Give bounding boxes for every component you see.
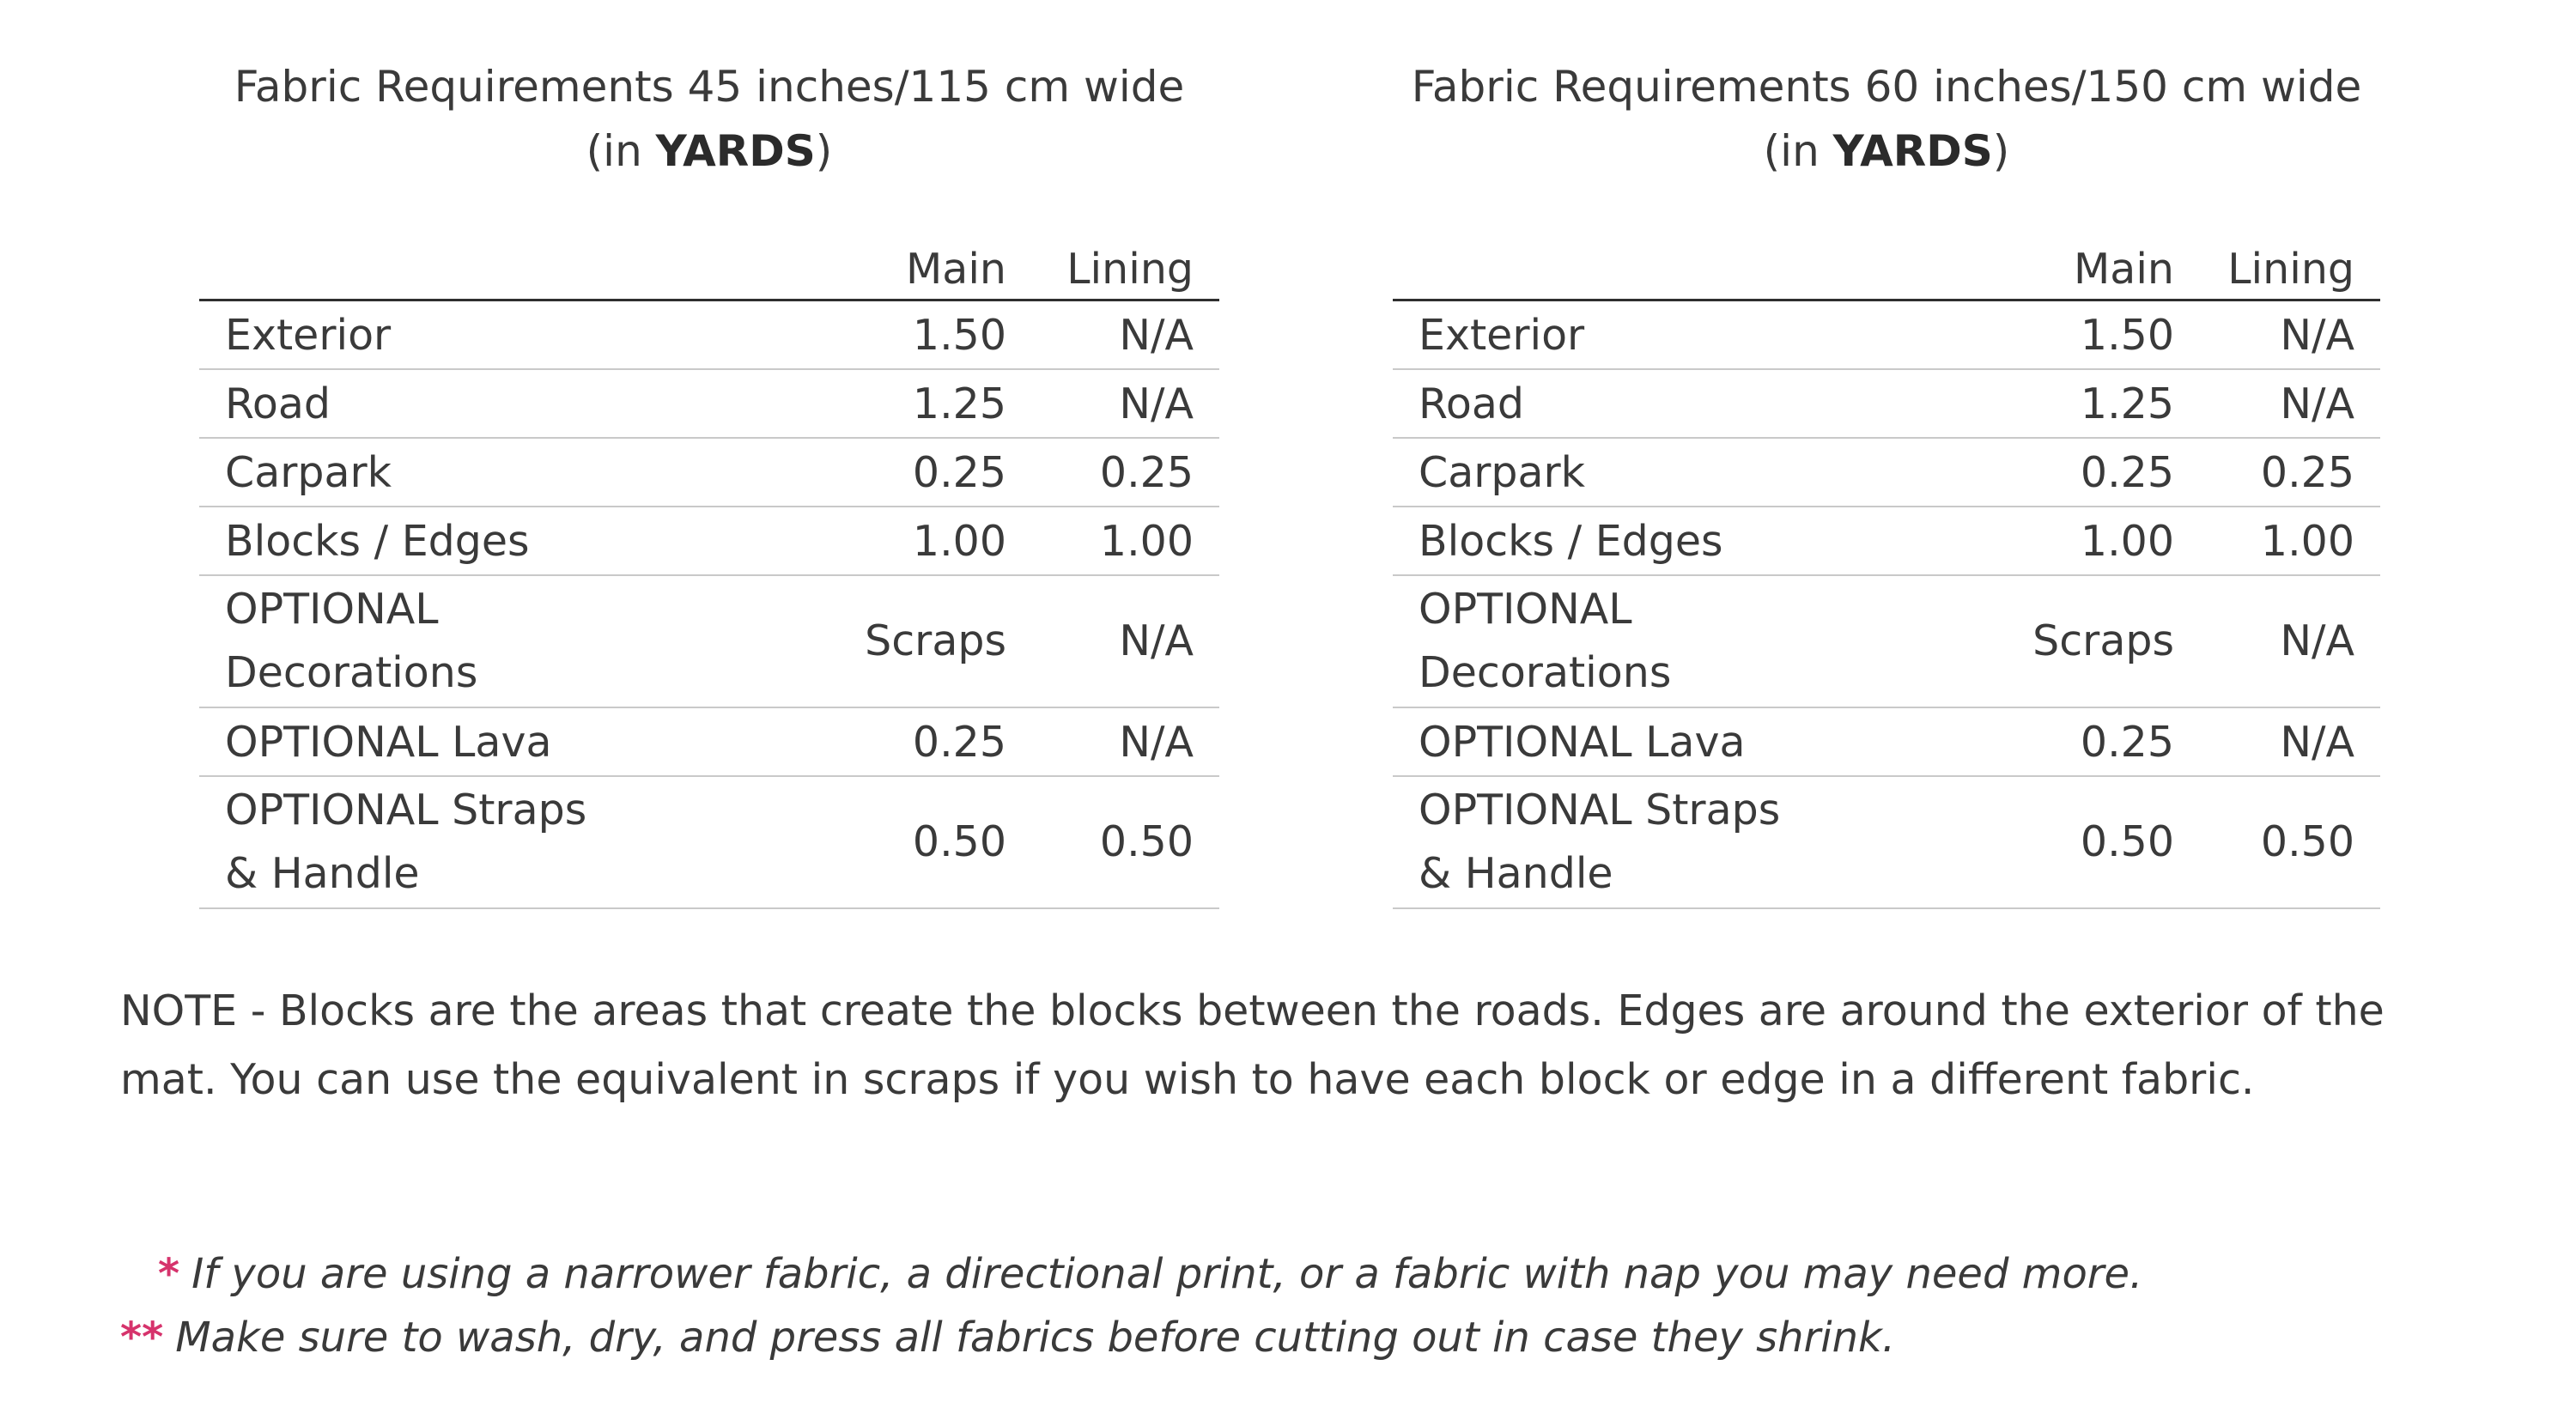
header-item <box>1393 232 1934 300</box>
row-name <box>199 575 706 707</box>
row-lining: N/A <box>1006 369 1219 438</box>
table-title <box>199 55 1219 184</box>
row-name-line1: OPTIONAL Straps <box>1419 786 1781 834</box>
table-title <box>1393 55 2380 184</box>
row-lining: N/A <box>2174 575 2380 707</box>
row-main: Scraps <box>1934 575 2174 707</box>
row-name <box>1393 776 1934 908</box>
row-lining: 0.50 <box>2174 776 2380 908</box>
table-row <box>1393 438 2380 507</box>
table-row <box>199 575 1219 707</box>
table-row <box>199 776 1219 908</box>
row-lining: N/A <box>1006 707 1219 776</box>
footnote-wash-fabrics <box>120 1314 1895 1362</box>
table-row <box>199 369 1219 438</box>
table-header-row <box>199 232 1219 300</box>
table-title-unit: YARDS <box>655 126 816 176</box>
table-title-pre: (in <box>586 126 656 176</box>
row-lining: N/A <box>2174 369 2380 438</box>
row-lining: 1.00 <box>1006 507 1219 575</box>
row-lining: N/A <box>1006 575 1219 707</box>
row-name-line2: Decorations <box>1419 648 1672 697</box>
fabric-table-45 <box>199 232 1219 909</box>
table-row <box>1393 707 2380 776</box>
row-lining: N/A <box>1006 300 1219 370</box>
table-row <box>199 707 1219 776</box>
header-lining: Lining <box>2174 232 2380 300</box>
row-name: Exterior <box>1393 300 1934 370</box>
table-row <box>1393 369 2380 438</box>
row-lining: N/A <box>2174 300 2380 370</box>
row-main: 0.50 <box>1934 776 2174 908</box>
row-main: 0.25 <box>1934 438 2174 507</box>
header-item <box>199 232 706 300</box>
header-main: Main <box>1934 232 2174 300</box>
row-main: 1.25 <box>1934 369 2174 438</box>
row-name: Road <box>1393 369 1934 438</box>
row-name: OPTIONAL Lava <box>199 707 706 776</box>
row-main: 0.25 <box>1934 707 2174 776</box>
row-name: Blocks / Edges <box>199 507 706 575</box>
table-title-line1: Fabric Requirements 45 inches/115 cm wide <box>234 62 1185 112</box>
row-name <box>1393 575 1934 707</box>
row-name: Road <box>199 369 706 438</box>
table-row <box>199 438 1219 507</box>
table-row <box>199 300 1219 370</box>
row-name-line2: & Handle <box>225 849 420 898</box>
row-lining: 0.50 <box>1006 776 1219 908</box>
row-name: Carpark <box>1393 438 1934 507</box>
row-name: Carpark <box>199 438 706 507</box>
row-name-line1: OPTIONAL <box>225 585 439 634</box>
row-name <box>199 776 706 908</box>
row-main: 0.25 <box>706 707 1006 776</box>
row-main: 0.50 <box>706 776 1006 908</box>
fabric-table-60 <box>1393 232 2380 909</box>
table-row <box>1393 776 2380 908</box>
row-main: 0.25 <box>706 438 1006 507</box>
fabric-table-60-section <box>1393 55 2380 909</box>
table-title-post: ) <box>1992 126 2010 176</box>
asterisk-marker: ** <box>120 1314 164 1362</box>
row-name-line2: Decorations <box>225 648 478 697</box>
table-title-pre: (in <box>1763 126 1833 176</box>
header-main: Main <box>706 232 1006 300</box>
table-row <box>199 507 1219 575</box>
row-lining: 0.25 <box>1006 438 1219 507</box>
table-row <box>1393 575 2380 707</box>
note-paragraph: NOTE - Blocks are the areas that create the blocks between the roads. Edges are around the exterior of the mat. You can use the equivalent in scraps if you wish to have each block or edge in a different fabric. <box>120 986 2385 1104</box>
row-lining: 1.00 <box>2174 507 2380 575</box>
asterisk-marker: * <box>158 1250 180 1298</box>
footnote-text: If you are using a narrower fabric, a directional print, or a fabric with nap you may need more. <box>191 1250 2143 1298</box>
row-main: 1.50 <box>1934 300 2174 370</box>
row-lining: 0.25 <box>2174 438 2380 507</box>
table-title-unit: YARDS <box>1832 126 1993 176</box>
fabric-table-45-section <box>199 55 1219 909</box>
table-row <box>1393 507 2380 575</box>
footnote-text: Make sure to wash, dry, and press all fabrics before cutting out in case they shrink. <box>175 1314 1896 1362</box>
table-title-post: ) <box>815 126 833 176</box>
row-main: 1.00 <box>706 507 1006 575</box>
table-header-row <box>1393 232 2380 300</box>
row-main: Scraps <box>706 575 1006 707</box>
row-name: Exterior <box>199 300 706 370</box>
row-name-line2: & Handle <box>1419 849 1613 898</box>
footnote-narrow-fabric <box>120 1250 2142 1298</box>
row-lining: N/A <box>2174 707 2380 776</box>
row-name-line1: OPTIONAL Straps <box>225 786 587 834</box>
header-lining: Lining <box>1006 232 1219 300</box>
row-main: 1.25 <box>706 369 1006 438</box>
table-title-line1: Fabric Requirements 60 inches/150 cm wide <box>1411 62 2362 112</box>
row-main: 1.00 <box>1934 507 2174 575</box>
row-main: 1.50 <box>706 300 1006 370</box>
table-row <box>1393 300 2380 370</box>
row-name: OPTIONAL Lava <box>1393 707 1934 776</box>
row-name: Blocks / Edges <box>1393 507 1934 575</box>
row-name-line1: OPTIONAL <box>1419 585 1632 634</box>
